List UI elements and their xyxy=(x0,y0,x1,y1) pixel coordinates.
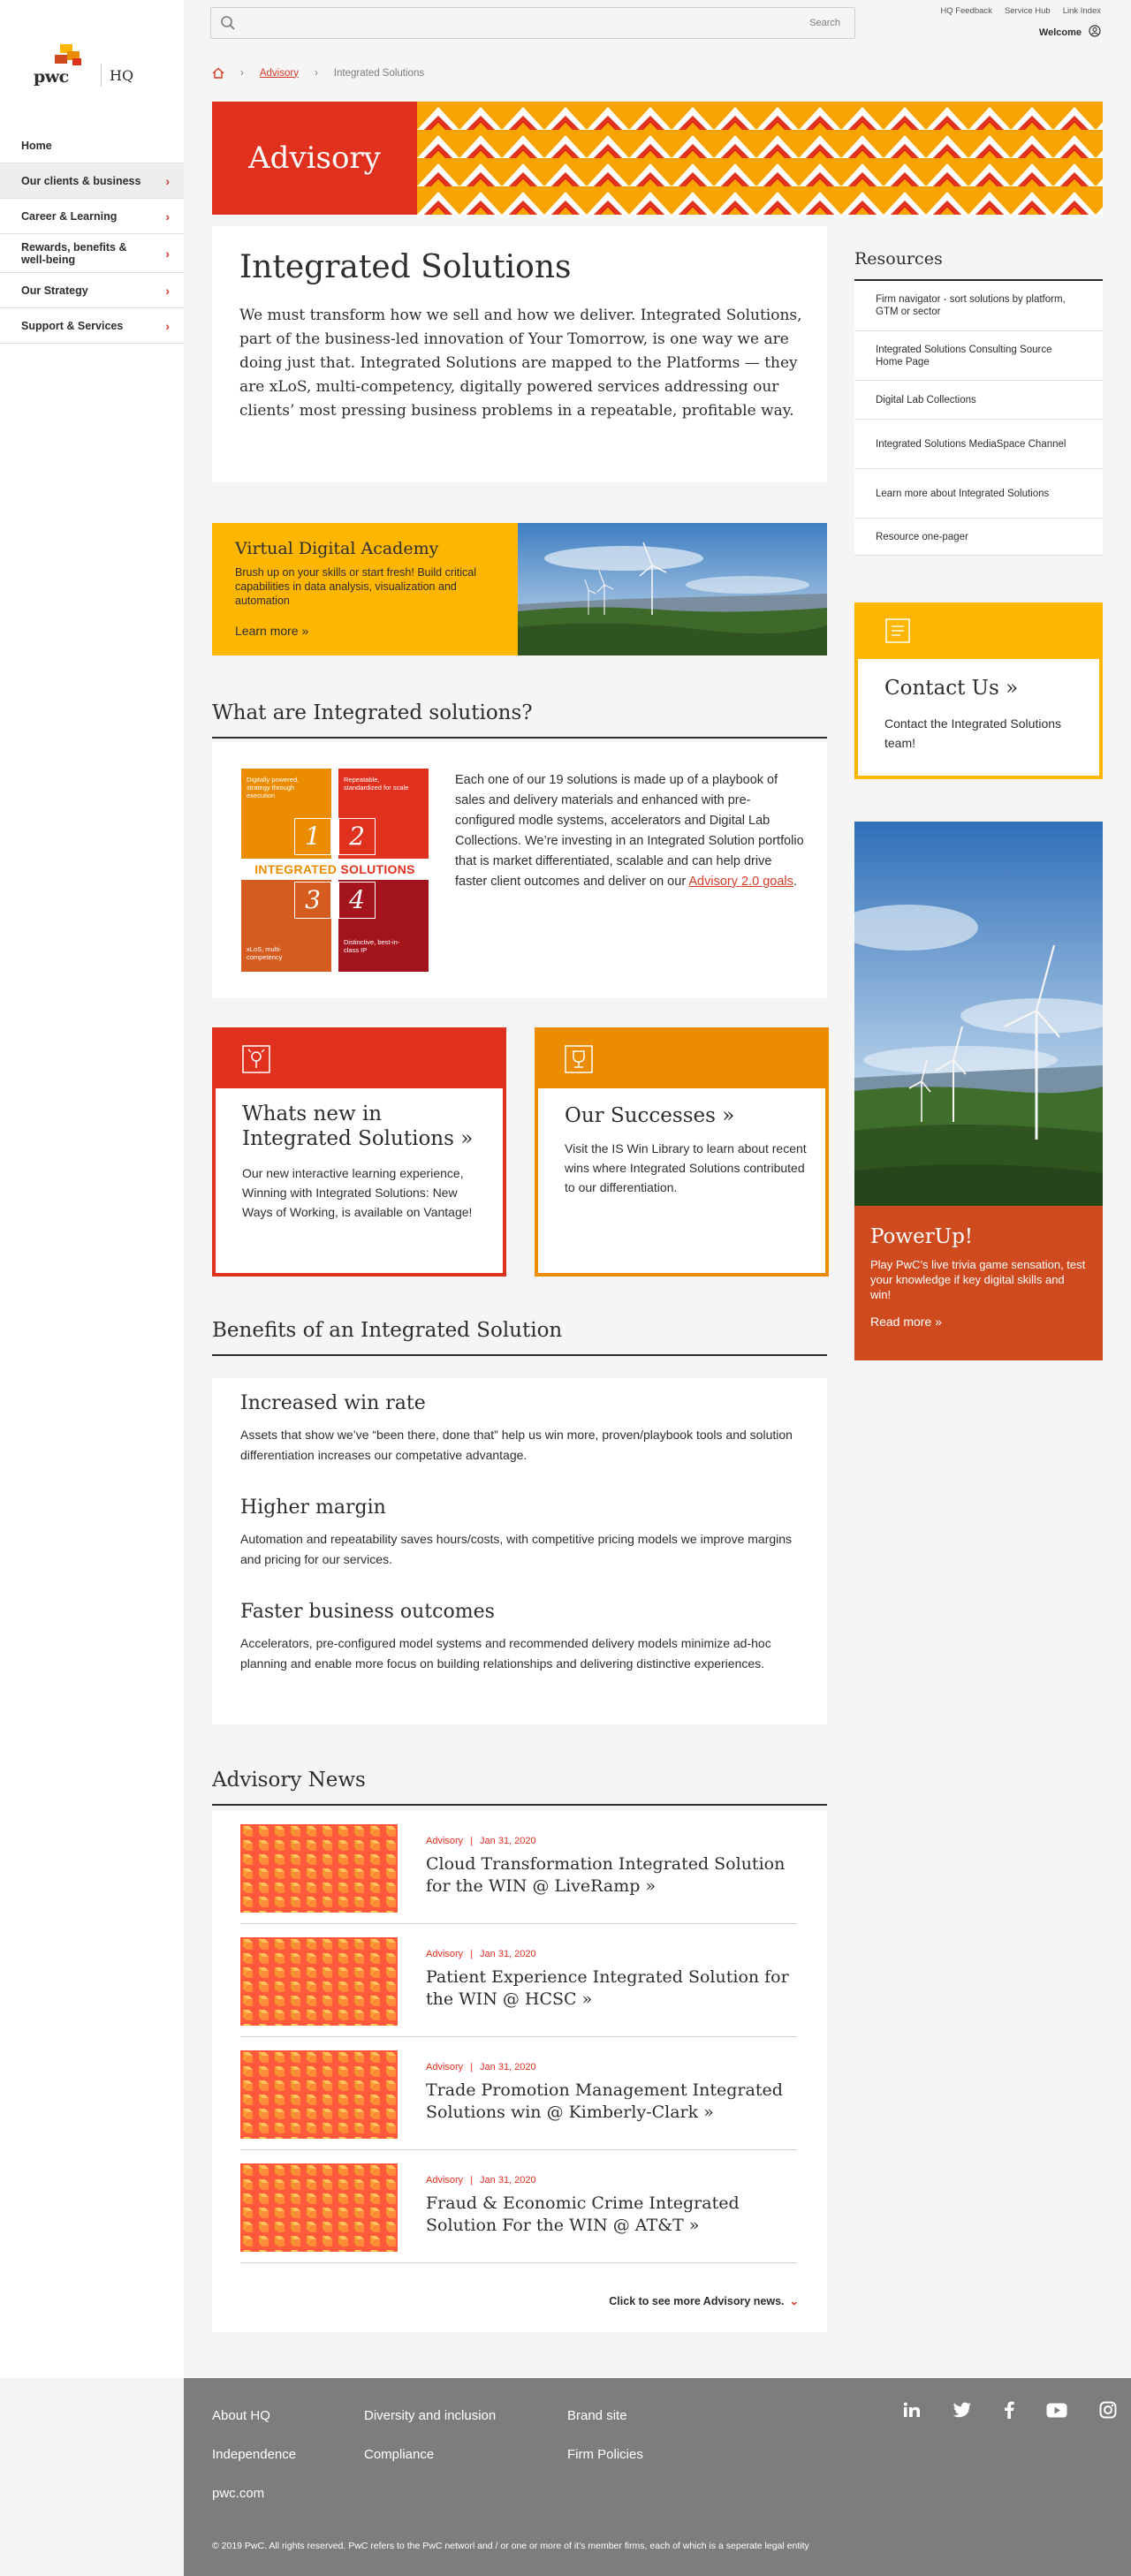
see-more-news-link[interactable] xyxy=(609,2294,799,2307)
news-date: Jan 31, 2020 xyxy=(480,2175,536,2186)
news-tag: Advisory xyxy=(426,2062,464,2072)
benefit-item xyxy=(240,1392,806,1466)
link-index-link[interactable]: Link Index xyxy=(1062,6,1101,16)
benefits-card xyxy=(212,1378,827,1724)
whats-new-title[interactable]: Whats new in Integrated Solutions » xyxy=(242,1102,474,1150)
news-date: Jan 31, 2020 xyxy=(480,1836,536,1846)
benefit-title: Increased win rate xyxy=(240,1392,426,1414)
sidebar-item-label: Career & Learning xyxy=(21,209,118,223)
document-icon xyxy=(884,617,911,644)
diagram-band-integrated: INTEGRATED xyxy=(254,862,338,876)
our-successes-title[interactable]: Our Successes » xyxy=(565,1104,735,1127)
resource-link-consulting-source[interactable]: Integrated Solutions Consulting Source Home Page xyxy=(854,331,1103,381)
home-icon[interactable] xyxy=(212,67,224,79)
twitter-icon[interactable] xyxy=(953,2402,972,2418)
search-input[interactable] xyxy=(210,7,855,39)
news-thumbnail xyxy=(240,2050,398,2139)
powerup-read-more-link[interactable]: Read more » xyxy=(870,1315,942,1329)
diagram-number-1: 1 xyxy=(294,818,331,855)
footer-link-independence[interactable]: Independence xyxy=(212,2447,297,2462)
chevron-right-icon: › xyxy=(165,246,170,261)
benefit-body: Accelerators, pre-configured model systems and recommended delivery models minimize ad-hoc planning and enable more focus on building relationships and delivering distinctive experiences. xyxy=(240,1636,771,1671)
contact-us-body: Contact the Integrated Solutions team! xyxy=(884,716,1062,750)
diagram-q3-label: xLoS, multi-competency xyxy=(247,945,283,961)
virtual-digital-academy-banner[interactable] xyxy=(212,523,827,655)
footer-link-firm-policies[interactable]: Firm Policies xyxy=(567,2447,643,2462)
facebook-icon[interactable] xyxy=(1004,2401,1014,2419)
whats-new-card[interactable] xyxy=(212,1027,506,1277)
service-hub-link[interactable]: Service Hub xyxy=(1004,6,1051,16)
chevron-down-icon: ⌄ xyxy=(789,2295,799,2307)
sidebar-item-strategy[interactable] xyxy=(0,273,184,308)
page-title: Integrated Solutions xyxy=(239,249,572,285)
diagram-q1-label: Digitally powered, strategy through execution xyxy=(247,776,300,799)
vda-title: Virtual Digital Academy xyxy=(235,539,439,558)
what-are-is-card xyxy=(212,742,827,998)
linkedin-icon[interactable] xyxy=(903,2402,921,2418)
resources-heading: Resources xyxy=(854,249,1103,281)
footer-link-pwc-com[interactable]: pwc.com xyxy=(212,2486,265,2501)
footer-link-about-hq[interactable]: About HQ xyxy=(212,2408,270,2423)
news-meta: Advisory | Jan 31, 2020 xyxy=(426,1949,536,1959)
what-body-end: . xyxy=(793,875,797,889)
news-item[interactable] xyxy=(240,2150,797,2263)
whats-new-body: Our new interactive learning experience, Winning with Integrated Solutions: New Ways of Working, is available on Vantage! xyxy=(242,1166,473,1219)
youtube-icon[interactable] xyxy=(1046,2403,1067,2418)
sidebar-nav xyxy=(0,128,184,344)
sidebar-item-rewards[interactable] xyxy=(0,234,184,273)
breadcrumb-separator-icon: › xyxy=(314,67,318,79)
diagram-band xyxy=(241,859,429,880)
sidebar xyxy=(0,0,184,2378)
news-title[interactable]: Fraud & Economic Crime Integrated Solution For the WIN @ AT&T » xyxy=(426,2193,740,2235)
integrated-solutions-diagram xyxy=(241,769,429,972)
news-thumbnail xyxy=(240,1937,398,2026)
what-are-is-body xyxy=(455,770,804,892)
hero-pattern xyxy=(417,102,1103,215)
intro-card xyxy=(212,226,827,482)
news-thumbnail xyxy=(240,2163,398,2252)
sidebar-item-career-learning[interactable] xyxy=(0,199,184,234)
wind-turbine-photo xyxy=(518,523,827,655)
chevron-right-icon: › xyxy=(165,173,170,188)
chevron-right-icon: › xyxy=(165,283,170,298)
diagram-q4-label: Distinctive, best-in-class IP xyxy=(344,938,400,954)
news-title[interactable]: Patient Experience Integrated Solution for the WIN @ HCSC » xyxy=(426,1967,789,2009)
news-date: Jan 31, 2020 xyxy=(480,1949,536,1959)
news-tag: Advisory xyxy=(426,2175,464,2186)
breadcrumb-current: Integrated Solutions xyxy=(333,67,425,79)
top-links xyxy=(940,6,1101,16)
resource-link-one-pager[interactable]: Resource one-pager xyxy=(854,519,1103,556)
news-tag: Advisory xyxy=(426,1949,464,1959)
diagram-number-4: 4 xyxy=(338,882,376,919)
news-meta: Advisory | Jan 31, 2020 xyxy=(426,2175,536,2186)
what-body-text: Each one of our 19 solutions is made up of a playbook of sales and delivery materials and enhanced with pre-configured modle systems, accelerators and Digital Lab Collections. We’re investing in an Integrated Solution portfolio that is market differentiated, scalable and can help drive faster client outcomes and deliver on our xyxy=(455,773,804,889)
breadcrumb-separator-icon: › xyxy=(240,67,244,79)
logo-brand: pwc xyxy=(34,67,69,87)
instagram-icon[interactable] xyxy=(1099,2401,1117,2419)
news-item[interactable] xyxy=(240,2037,797,2150)
sidebar-item-label: Our clients & business xyxy=(21,174,141,187)
benefit-title: Higher margin xyxy=(240,1496,386,1519)
sidebar-item-label: Rewards, benefits & well-being xyxy=(21,240,127,266)
news-title[interactable]: Trade Promotion Management Integrated Solutions win @ Kimberly-Clark » xyxy=(426,2080,783,2122)
footer-link-compliance[interactable]: Compliance xyxy=(364,2447,435,2462)
powerup-title: PowerUp! xyxy=(870,1225,974,1248)
search-placeholder: Search xyxy=(809,18,840,28)
benefit-item xyxy=(240,1496,806,1570)
pwc-logo[interactable] xyxy=(34,44,140,88)
footer xyxy=(184,2378,1131,2576)
hero-label: Advisory xyxy=(212,102,417,215)
social-links xyxy=(903,2401,1117,2419)
sidebar-item-label: Support & Services xyxy=(21,319,124,332)
welcome-label: Welcome xyxy=(1038,27,1082,38)
benefit-title: Faster business outcomes xyxy=(240,1601,495,1623)
powerup-body: Play PwC’s live trivia game sensation, test your knowledge if key digital skills and win! xyxy=(870,1258,1086,1301)
sidebar-item-label: Home xyxy=(21,139,52,152)
advisory-news-heading: Advisory News xyxy=(212,1769,827,1806)
advisory-goals-link[interactable]: Advisory 2.0 goals xyxy=(688,875,793,889)
what-are-is-heading: What are Integrated solutions? xyxy=(212,701,827,739)
advisory-news-card xyxy=(212,1811,827,2332)
resources-panel xyxy=(854,249,1103,556)
benefit-item xyxy=(240,1601,806,1674)
diagram-number-2: 2 xyxy=(338,818,376,855)
contact-us-card[interactable] xyxy=(854,602,1103,779)
breadcrumb xyxy=(212,67,424,79)
footer-link-brand-site[interactable]: Brand site xyxy=(567,2408,627,2423)
sidebar-item-label: Our Strategy xyxy=(21,284,88,297)
resource-link-mediaspace[interactable]: Integrated Solutions MediaSpace Channel xyxy=(854,420,1103,469)
logo-product: HQ xyxy=(110,67,134,84)
intro-body: We must transform how we sell and how we deliver. Integrated Solutions, part of the business-led innovation of Your Tomorrow, is one way we are doing just that. Integrated Solutions are mapped to the Platforms — they are xLoS, multi-competency, digitally powered services addressing our clients’ most pressing business problems in a repeatable, profitable way. xyxy=(239,307,802,420)
news-meta: Advisory | Jan 31, 2020 xyxy=(426,2062,536,2072)
news-date: Jan 31, 2020 xyxy=(480,2062,536,2072)
vda-learn-more-link[interactable]: Learn more » xyxy=(235,624,309,638)
benefit-body: Automation and repeatability saves hours/costs, with competitive pricing models we improve margins and pricing for our services. xyxy=(240,1532,793,1566)
contact-us-title[interactable]: Contact Us » xyxy=(884,677,1019,700)
chevron-right-icon: › xyxy=(165,318,170,333)
news-thumbnail xyxy=(240,1824,398,1913)
vda-description: Brush up on your skills or start fresh! Build critical capabilities in data analysis, visualization and automation xyxy=(235,566,477,607)
user-icon[interactable] xyxy=(1089,25,1101,37)
chevron-right-icon: › xyxy=(165,208,170,224)
sidebar-item-support[interactable] xyxy=(0,308,184,344)
hero-banner xyxy=(212,102,1103,215)
diagram-number-3: 3 xyxy=(294,882,331,919)
powerup-card[interactable] xyxy=(854,822,1103,1360)
diagram-q2-label: Repeatable, standardized for scale xyxy=(344,776,409,792)
news-item[interactable] xyxy=(240,1811,797,1924)
diagram-band-solutions: SOLUTIONS xyxy=(340,862,415,876)
benefit-body: Assets that show we’ve “been there, done that” help us win more, proven/playbook tools and solution differentiation increases our competative advantage. xyxy=(240,1428,793,1462)
sidebar-item-home[interactable] xyxy=(0,128,184,163)
news-item[interactable] xyxy=(240,1924,797,2037)
our-successes-body: Visit the IS Win Library to learn about recent wins where Integrated Solutions contributed to our differentiation. xyxy=(565,1141,807,1194)
footer-link-diversity[interactable]: Diversity and inclusion xyxy=(364,2408,497,2423)
copyright-text: © 2019 PwC. All rights reserved. PwC refers to the PwC networl and / or one or more of it’s member firms, each of which is a seperate legal entity xyxy=(212,2541,809,2551)
news-meta: Advisory | Jan 31, 2020 xyxy=(426,1836,536,1846)
news-title[interactable]: Cloud Transformation Integrated Solution for the WIN @ LiveRamp » xyxy=(426,1854,786,1896)
breadcrumb-advisory[interactable]: Advisory xyxy=(259,67,299,79)
search-icon xyxy=(220,15,236,31)
wind-turbine-photo xyxy=(854,822,1103,1206)
news-tag: Advisory xyxy=(426,1836,464,1846)
resource-link-firm-navigator[interactable]: Firm navigator - sort solutions by platform, GTM or sector xyxy=(854,281,1103,331)
idea-icon xyxy=(242,1045,270,1073)
trophy-icon xyxy=(565,1045,593,1073)
resource-link-learn-more[interactable]: Learn more about Integrated Solutions xyxy=(854,469,1103,519)
resource-link-digital-lab[interactable]: Digital Lab Collections xyxy=(854,381,1103,420)
see-more-news-label: Click to see more Advisory news. xyxy=(609,2295,785,2307)
benefits-heading: Benefits of an Integrated Solution xyxy=(212,1319,827,1356)
our-successes-card[interactable] xyxy=(535,1027,829,1277)
hq-feedback-link[interactable]: HQ Feedback xyxy=(940,6,992,16)
sidebar-item-clients-business[interactable] xyxy=(0,163,184,199)
